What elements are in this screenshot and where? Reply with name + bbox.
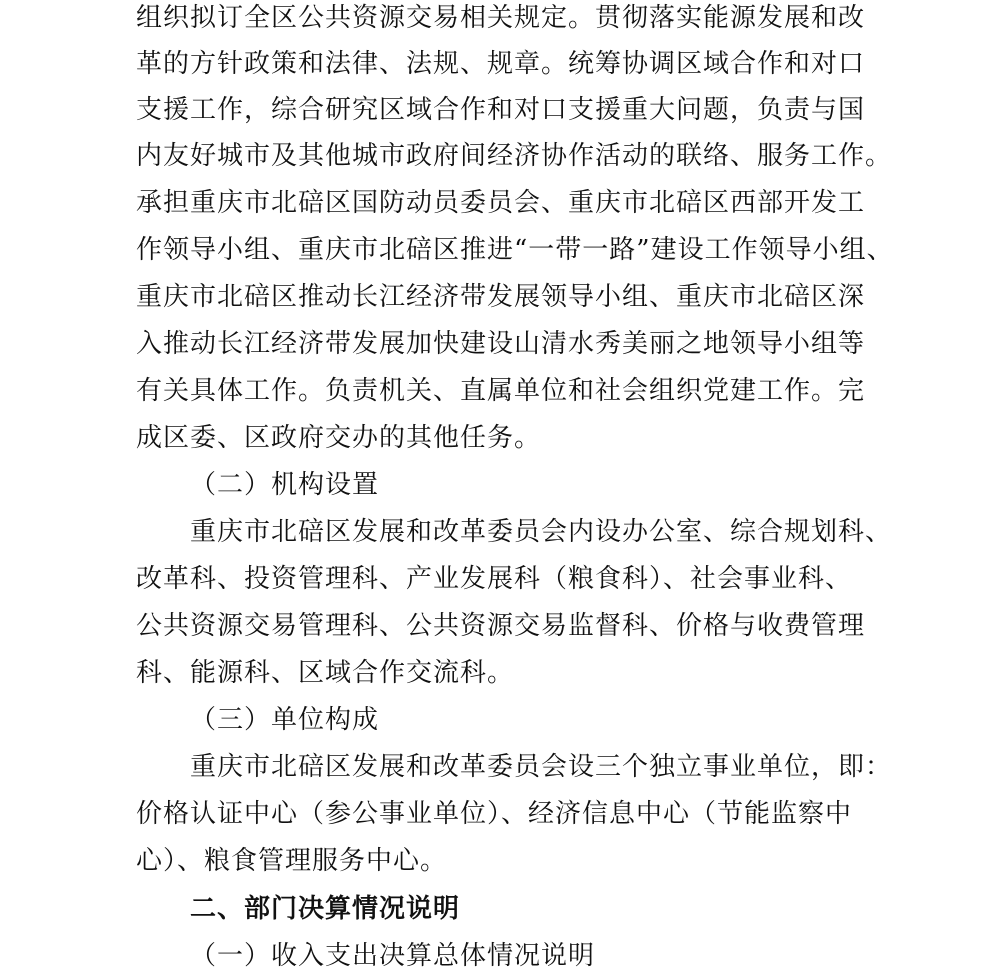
body-text-line: 重庆市北碚区推动长江经济带发展领导小组、重庆市北碚区深 [136, 282, 866, 312]
body-text-line: 入推动长江经济带发展加快建设山清水秀美丽之地领导小组等 [136, 329, 866, 359]
chapter-heading: 二、部门决算情况说明 [190, 894, 461, 924]
body-text-line: 作领导小组、重庆市北碚区推进“一带一路”建设工作领导小组、 [136, 235, 894, 265]
body-text-line: 成区委、区政府交办的其他任务。 [136, 423, 542, 453]
body-text-line: 改革科、投资管理科、产业发展科（粮食科）、社会事业科、 [136, 564, 853, 594]
body-text-line: 科、能源科、区域合作交流科。 [136, 658, 515, 688]
body-text-line: 重庆市北碚区发展和改革委员会设三个独立事业单位，即： [190, 752, 893, 782]
body-text-line: 支援工作，综合研究区域合作和对口支援重大问题，负责与国 [136, 95, 866, 125]
body-text-line: 有关具体工作。负责机关、直属单位和社会组织党建工作。完 [136, 376, 866, 406]
body-text-line: 承担重庆市北碚区国防动员委员会、重庆市北碚区西部开发工 [136, 188, 866, 218]
body-text-line: 心）、粮食管理服务中心。 [136, 846, 448, 876]
body-text-line: 公共资源交易管理科、公共资源交易监督科、价格与收费管理 [136, 611, 866, 641]
section-heading-units: （三）单位构成 [190, 705, 380, 735]
section-heading-summary: （一）收入支出决算总体情况说明 [190, 941, 596, 971]
body-text-line: 内友好城市及其他城市政府间经济协作活动的联络、服务工作。 [136, 141, 893, 171]
body-text-line: 价格认证中心（参公事业单位）、经济信息中心（节能监察中 [136, 799, 853, 829]
body-text-line: 革的方针政策和法律、法规、规章。统筹协调区域合作和对口 [136, 49, 866, 79]
body-text-line: 重庆市北碚区发展和改革委员会内设办公室、综合规划科、 [190, 517, 893, 547]
section-heading-organization: （二）机构设置 [190, 470, 380, 500]
body-text-line: 组织拟订全区公共资源交易相关规定。贯彻落实能源发展和改 [136, 3, 866, 33]
